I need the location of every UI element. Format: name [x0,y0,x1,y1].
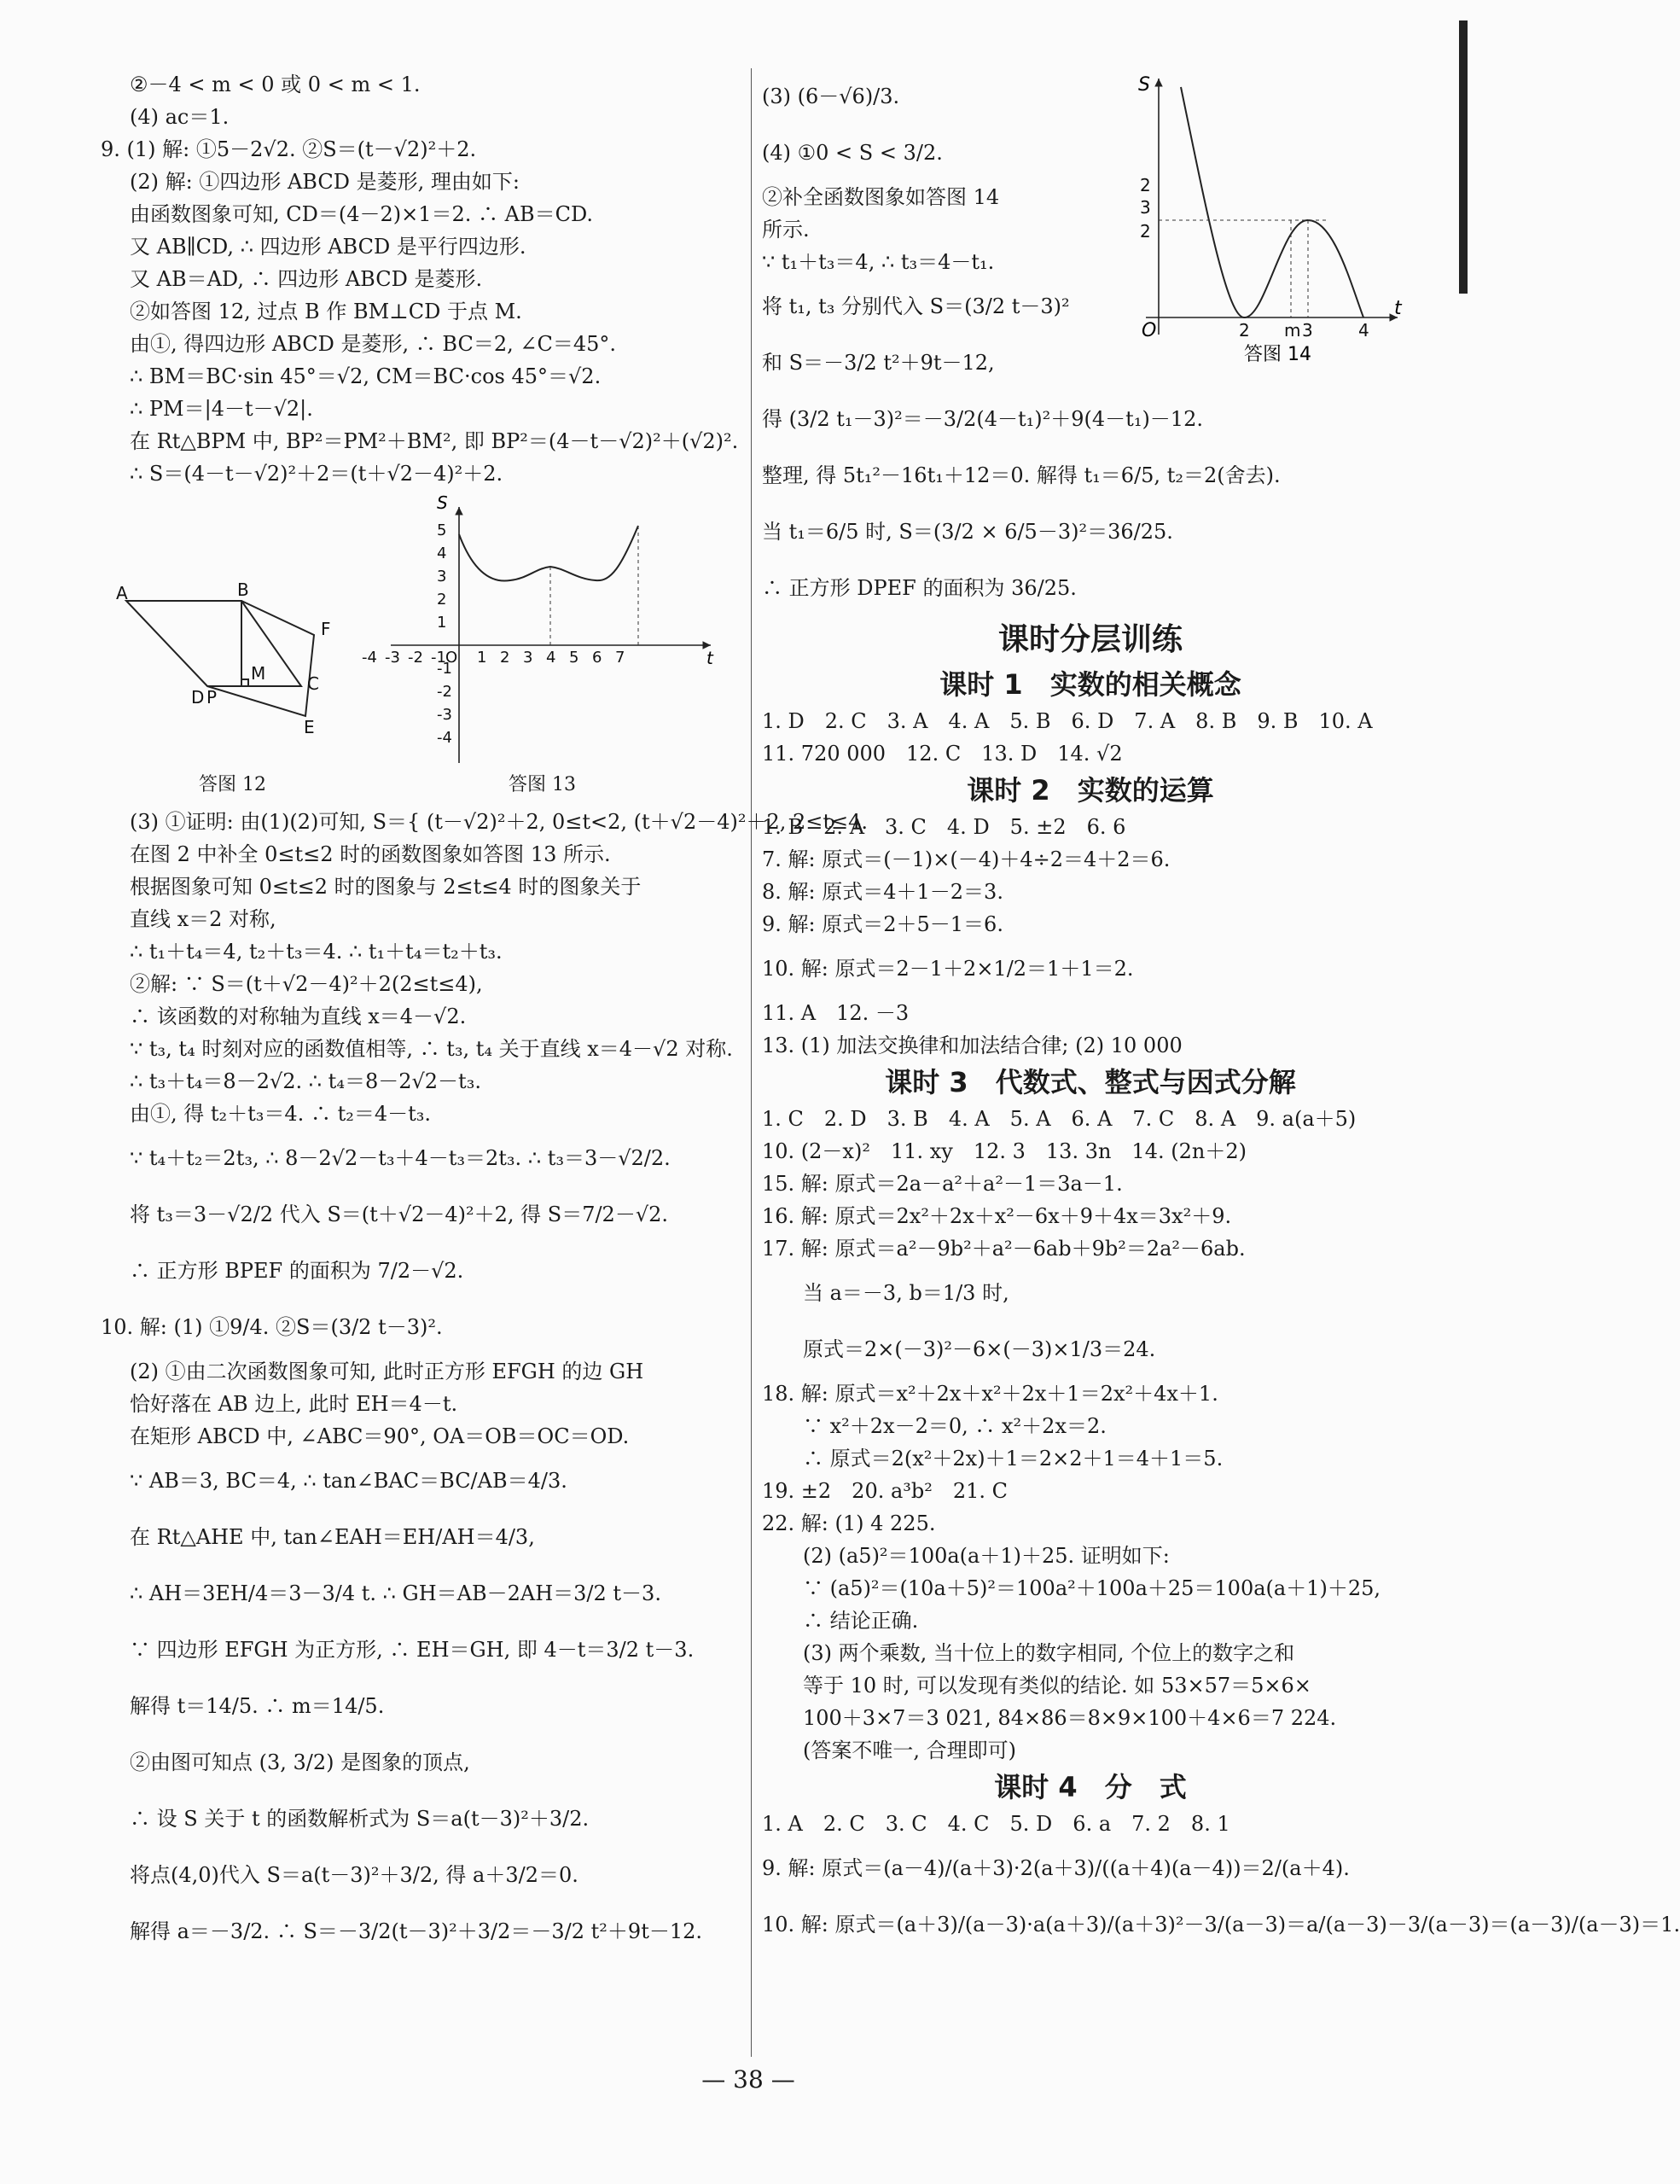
figure-13-caption: 答图 13 [509,774,576,795]
answer-line: ∵ x²＋2x－2＝0, ∴ x²＋2x＝2. [762,1414,1107,1438]
text-line: 当 t₁＝6/5 时, S＝(3/2 × 6/5－3)²＝36/25. [762,520,1173,544]
answer-line: ∵ (a5)²＝(10a＋5)²＝100a²＋100a＋25＝100a(a＋1)＋25, [762,1576,1381,1600]
text-line: 解得 t＝14/5. ∴ m＝14/5. [130,1694,385,1718]
text-line: 在图 2 中补全 0≤t≤2 时的函数图象如答图 13 所示. [130,842,611,866]
figure-12-caption: 答图 12 [199,774,266,795]
label-C: C [307,673,319,694]
text-line: ∴ 设 S 关于 t 的函数解析式为 S＝a(t－3)²＋3/2. [130,1807,590,1831]
text-line: 根据图象可知 0≤t≤2 时的图象与 2≤t≤4 时的图象关于 [130,875,642,899]
text-line: ∴ 该函数的对称轴为直线 x＝4－√2. [130,1005,467,1028]
label-P: P [206,687,218,708]
x-tick-label: -4 [362,649,377,667]
y-tick-label: 2 [437,591,447,609]
label-M: M [251,663,266,684]
text-line: ∴ AH＝3EH/4＝3－3/4 t. ∴ GH＝AB－2AH＝3/2 t－3. [130,1581,661,1605]
text-line: ∴ 正方形 DPEF 的面积为 36/25. [762,576,1077,600]
y-tick-label: 5 [437,521,447,539]
text-line: (4) ①0 < S < 3/2. [762,141,943,165]
label-F: F [321,619,331,639]
answer-line: 1. A 2. C 3. C 4. C 5. D 6. a 7. 2 8. 1 [762,1812,1230,1836]
text-line: ∴ 正方形 BPEF 的面积为 7/2－√2. [130,1259,464,1283]
text-line: ∵ 四边形 EFGH 为正方形, ∴ EH＝GH, 即 4－t＝3/2 t－3. [130,1638,695,1662]
text-line: (3) ①证明: 由(1)(2)可知, S＝{ (t－√2)²＋2, 0≤t<2, (t＋√2－4)²＋2, 2≤t≤4. [130,810,869,834]
answer-line: 22. 解: (1) 4 225. [762,1511,936,1535]
y-tick-label: -3 [437,706,452,724]
x-tick-label: 2 [500,649,510,667]
y-tick-label: 3 [1140,197,1151,218]
answer-line: 16. 解: 原式＝2x²＋2x＋x²－6x＋9＋4x＝3x²＋9. [762,1204,1232,1228]
text-line: 在 Rt△BPM 中, BP²＝PM²＋BM², 即 BP²＝(4－t－√2)²＋(√2)². [130,429,739,453]
y-tick-label: -2 [437,683,452,701]
text-line: ∵ t₃, t₄ 时刻对应的函数值相等, ∴ t₃, t₄ 关于直线 x＝4－√2 对称. [130,1037,733,1061]
text-line: 将 t₃＝3－√2/2 代入 S＝(t＋√2－4)²＋2, 得 S＝7/2－√2. [130,1203,669,1226]
y-tick-label: -4 [437,729,452,747]
answer-line: (2) (a5)²＝100a(a＋1)＋25. 证明如下: [762,1544,1170,1568]
text-line: 在矩形 ABCD 中, ∠ABC＝90°, OA＝OB＝OC＝OD. [130,1424,630,1448]
text-line: 所示. [762,218,810,242]
answer-line: 当 a＝－3, b＝1/3 时, [762,1281,1009,1305]
text-line: ②由图可知点 (3, 3/2) 是图象的顶点, [130,1750,470,1774]
column-divider [751,68,752,2057]
answer-line: 10. (2－x)² 11. xy 12. 3 13. 3n 14. (2n＋2) [762,1139,1247,1163]
text-line: 9. (1) 解: ①5－2√2. ②S＝(t－√2)²＋2. [101,137,477,161]
answer-line: (3) 两个乘数, 当十位上的数字相同, 个位上的数字之和 [762,1641,1295,1665]
text-line: 由①, 得 t₂＋t₃＝4. ∴ t₂＝4－t₃. [130,1102,432,1126]
fig14-y-label: S [1138,74,1150,96]
text-line: ∴ t₁＋t₄＝4, t₂＋t₃＝4. ∴ t₁＋t₄＝t₂＋t₃. [130,940,503,964]
label-D: D [191,687,205,708]
answer-line: 1. C 2. D 3. B 4. A 5. A 6. A 7. C 8. A 9. a(a＋5) [762,1107,1357,1131]
text-line: ∵ AB＝3, BC＝4, ∴ tan∠BAC＝BC/AB＝4/3. [130,1469,567,1493]
text-line: ∵ t₁＋t₃＝4, ∴ t₃＝4－t₁. [762,250,995,274]
label-B: B [237,579,249,600]
text-line: ②－4 < m < 0 或 0 < m < 1. [130,73,421,96]
text-line: ∴ S＝(4－t－√2)²＋2＝(t＋√2－4)²＋2. [130,462,503,486]
text-line: 将 t₁, t₃ 分别代入 S＝(3/2 t－3)² [762,294,1070,318]
text-line: 整理, 得 5t₁²－16t₁＋12＝0. 解得 t₁＝6/5, t₂＝2(舍去). [762,463,1281,487]
y-tick-label: 1 [437,614,447,632]
answer-line: ∴ 结论正确. [762,1609,919,1633]
text-line: 恰好落在 AB 边上, 此时 EH＝4－t. [130,1392,458,1416]
answer-line: 13. (1) 加法交换律和加法结合律; (2) 10 000 [762,1034,1183,1057]
answer-line: ∴ 原式＝2(x²＋2x)＋1＝2×2＋1＝4＋1＝5. [762,1447,1224,1471]
text-line: 将点(4,0)代入 S＝a(t－3)²＋3/2, 得 a＋3/2＝0. [130,1863,578,1887]
answer-line: 100＋3×7＝3 021, 84×86＝8×9×100＋4×6＝7 224. [762,1706,1337,1730]
x-tick-label: -2 [408,649,423,667]
y-tick-label: 4 [437,545,447,562]
answer-line: 10. 解: 原式＝(a＋3)/(a－3)·a(a＋3)/(a＋3)²－3/(a－3)＝a/(a－3)－3/(a－3)＝(a－3)/(a－3)＝1. [762,1913,1680,1936]
text-line: 解得 a＝－3/2. ∴ S＝－3/2(t－3)²＋3/2＝－3/2 t²＋9t－12. [130,1919,703,1943]
text-line: 得 (3/2 t₁－3)²＝－3/2(4－t₁)²＋9(4－t₁)－12. [762,407,1203,431]
text-line: ∴ PM＝|4－t－√2|. [130,397,313,421]
figure-14-caption: 答图 14 [1244,344,1311,365]
answer-line: 等于 10 时, 可以发现有类似的结论. 如 53×57＝5×6× [762,1674,1311,1698]
answer-line: 7. 解: 原式＝(－1)×(－4)＋4÷2＝4＋2＝6. [762,847,1171,871]
text-line: ②如答图 12, 过点 B 作 BM⊥CD 于点 M. [130,300,522,323]
fig14-x-label: t [1394,298,1402,319]
figure-13-graph [362,490,724,780]
text-line: 直线 x＝2 对称, [130,907,276,931]
text-line: 由函数图象可知, CD＝(4－2)×1＝2. ∴ AB＝CD. [130,202,594,226]
answer-line: 17. 解: 原式＝a²－9b²＋a²－6ab＋9b²＝2a²－6ab. [762,1237,1246,1261]
x-tick-label: 7 [615,649,625,667]
text-line: 由①, 得四边形 ABCD 是菱形, ∴ BC＝2, ∠C＝45°. [130,332,617,356]
y-tick-label: 2 [1140,221,1151,242]
x-tick-label: 3 [1302,320,1313,341]
fig13-origin: O [445,649,458,667]
text-line: 10. 解: (1) ①9/4. ②S＝(3/2 t－3)². [101,1315,443,1339]
x-tick-label: m [1284,320,1301,341]
text-line: 在 Rt△AHE 中, tan∠EAH＝EH/AH＝4/3, [130,1525,535,1549]
x-tick-label: -1 [431,649,446,667]
answer-line: 原式＝2×(－3)²－6×(－3)×1/3＝24. [762,1337,1156,1361]
answer-line: 10. 解: 原式＝2－1＋2×1/2＝1＋1＝2. [762,957,1134,981]
text-line: (4) ac＝1. [130,105,230,129]
figure-row-12-13 [101,490,749,806]
text-line: (2) 解: ①四边形 ABCD 是菱形, 理由如下: [130,170,520,194]
text-line: ∴ t₃＋t₄＝8－2√2. ∴ t₄＝8－2√2－t₃. [130,1069,481,1093]
lesson-title: 课时 3 代数式、整式与因式分解 [885,1066,1296,1098]
answer-line: 19. ±2 20. a³b² 21. C [762,1479,1009,1503]
answer-line: 11. 720 000 12. C 13. D 14. √2 [762,742,1123,766]
text-line: ∴ BM＝BC·sin 45°＝√2, CM＝BC·cos 45°＝√2. [130,364,602,388]
x-tick-label: 1 [477,649,487,667]
y-tick-label: 3 [437,568,447,585]
answer-line: 15. 解: 原式＝2a－a²＋a²－1＝3a－1. [762,1172,1123,1196]
answer-line: 1. D 2. C 3. A 4. A 5. B 6. D 7. A 8. B 9. B 10. A [762,709,1373,733]
x-tick-label: 6 [592,649,602,667]
lesson-title: 课时 1 实数的相关概念 [939,668,1241,701]
x-tick-label: 3 [523,649,533,667]
label-E: E [304,717,315,737]
answer-line: (答案不唯一, 合理即可) [762,1738,1016,1762]
answer-line: 8. 解: 原式＝4＋1－2＝3. [762,880,1003,904]
fig13-x-label: t [706,648,713,668]
text-line: (3) (6－√6)/3. [762,84,900,108]
right-column [762,68,1680,1953]
x-tick-label: 2 [1239,320,1250,341]
page-edge-bar [1459,20,1468,294]
answer-line: 18. 解: 原式＝x²＋2x＋x²＋2x＋1＝2x²＋4x＋1. [762,1382,1218,1406]
fig13-y-label: S [437,492,448,513]
answer-line: 11. A 12. －3 [762,1001,910,1025]
text-line: ∵ t₄＋t₂＝2t₃, ∴ 8－2√2－t₃＋4－t₃＝2t₃. ∴ t₃＝3－√2/2. [130,1146,671,1170]
page-number: — 38 — [701,2065,795,2094]
lesson-title: 课时 2 实数的运算 [967,774,1214,807]
text-line: (2) ①由二次函数图象可知, 此时正方形 EFGH 的边 GH [130,1360,644,1383]
y-tick-label: 2 [1140,175,1151,195]
lesson-title: 课时 4 分 式 [994,1771,1187,1803]
figure-12-rhombus [101,490,357,780]
text-line: ②解: ∵ S＝(t＋√2－4)²＋2(2≤t≤4), [130,972,483,996]
text-line: ②补全函数图象如答图 14 [762,185,1000,209]
x-tick-label: -3 [385,649,400,667]
section-title: 课时分层训练 [997,622,1183,657]
fig14-origin: O [1142,320,1157,341]
answer-line: 9. 解: 原式＝(a－4)/(a＋3)·2(a＋3)/((a＋4)(a－4))＝2/(a＋4). [762,1856,1350,1880]
answer-line: 9. 解: 原式＝2＋5－1＝6. [762,912,1003,936]
x-tick-label: 5 [569,649,579,667]
label-A: A [116,583,128,603]
text-line: 又 AB＝AD, ∴ 四边形 ABCD 是菱形. [130,267,483,291]
answer-line: 1. B 2. A 3. C 4. D 5. ±2 6. 6 [762,815,1126,839]
x-tick-label: 4 [546,649,556,667]
x-tick-label: 4 [1358,320,1369,341]
text-line: 和 S＝－3/2 t²＋9t－12, [762,351,995,375]
y-tick-label: -1 [437,660,452,678]
text-line: 又 AB∥CD, ∴ 四边形 ABCD 是平行四边形. [130,235,526,259]
